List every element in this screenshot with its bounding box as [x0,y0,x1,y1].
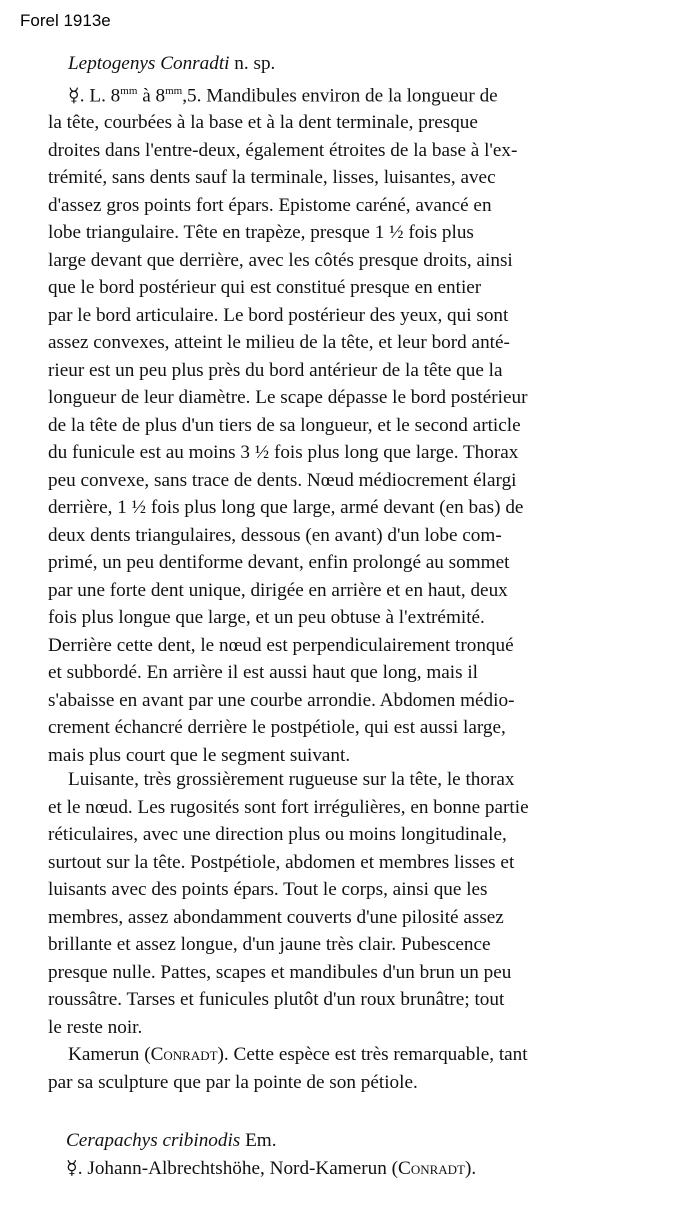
description-line: fois plus longue que large, et un peu obtuse à l'extrémité. [48,607,485,629]
description-line: derrière, 1 ½ fois plus long que large, armé devant (en bas) de [48,497,524,519]
species1-para2-line: roussâtre. Tarses et funicules plutôt d'un roux brunâtre; tout [48,989,505,1010]
description-paragraph-2 [48,766,688,1041]
species1-para2-line: brillante et assez longue, d'un jaune très clair. Pubescence [48,934,491,955]
description-line: mais plus court que le segment suivant. [48,744,351,766]
description-line: droites dans l'entre-deux, également étroites de la base à l'ex- [48,139,518,161]
species-entry-cerapachys [48,1127,688,1182]
description-line: et subbordé. En arrière il est aussi haut que long, mais il [48,662,479,684]
locality-line: ☿. Johann-Albrechtshöhe, Nord-Kamerun (Conradt). [66,1157,477,1179]
species1-para2-line: presque nulle. Pattes, scapes et mandibules d'un brun un peu [48,961,512,983]
species1-para3-line: Kamerun (Conradt). Cette espèce est très remarquable, tant [68,1044,528,1065]
species-name: Leptogenys Conradti [68,53,230,74]
species-entry-leptogenys [48,50,688,769]
species-authority: Em. [240,1130,277,1151]
description-line: du funicule est au moins 3 ½ fois plus long que large. Thorax [48,442,519,464]
species-authority: n. sp. [229,53,276,74]
species1-para2-line: et le nœud. Les rugosités sont fort irrégulières, en bonne partie [48,796,529,818]
description-line: Derrière cette dent, le nœud est perpendiculairement tronqué [48,634,514,656]
species1-para2-line: luisants avec des points épars. Tout le corps, ainsi que les [48,879,488,900]
description-line: longueur de leur diamètre. Le scape dépasse le bord postérieur [48,387,528,409]
description-line: par le bord articulaire. Le bord postérieur des yeux, qui sont [48,304,509,326]
species1-para2-line: réticulaires, avec une direction plus ou moins longitudinale, [48,824,507,845]
description-line: trémité, sans dents sauf la terminale, lisses, luisantes, avec [48,167,496,189]
description-line: deux dents triangulaires, dessous (en avant) d'un lobe com- [48,524,502,546]
species1-para2-line: le reste noir. [48,1016,143,1038]
description-paragraph-1 [48,78,688,770]
species1-para2-line: surtout sur la tête. Postpétiole, abdomen et membres lisses et [48,851,515,873]
description-line: crement échancré derrière le postpétiole, qui est aussi large, [48,717,506,739]
species1-para2-line: Luisante, très grossièrement rugueuse sur la tête, le thorax [68,769,515,790]
description-line: la tête, courbées à la base et à la dent terminale, presque [48,112,478,134]
description-line: primé, un peu dentiforme devant, enfin prolongé au sommet [48,552,510,574]
description-line: d'assez gros points fort épars. Epistome caréné, avancé en [48,194,492,216]
description-line: lobe triangulaire. Tête en trapèze, presque 1 ½ fois plus [48,222,474,244]
species-name: Cerapachys cribinodis [66,1130,241,1151]
species1-para3-line: par sa sculpture que par la pointe de son pétiole. [48,1071,418,1093]
species1-para2-line: membres, assez abondamment couverts d'une pilosité assez [48,906,504,928]
running-header: Forel 1913e [20,11,111,30]
description-line: large devant que derrière, avec les côtés presque droits, ainsi [48,249,513,271]
description-line: assez convexes, atteint le milieu de la tête, et leur bord anté- [48,332,510,354]
species-heading [48,1127,688,1155]
description-line: par une forte dent unique, dirigée en arrière et en haut, deux [48,579,508,601]
description-line: s'abaisse en avant par une courbe arrondie. Abdomen médio- [48,689,515,711]
description-paragraph-3 [48,1041,688,1096]
description-line: que le bord postérieur qui est constitué presque en entier [48,277,482,299]
species-heading [48,50,688,78]
description-line: peu convexe, sans trace de dents. Nœud médiocrement élargi [48,469,517,491]
description-line: rieur est un peu plus près du bord antérieur de la tête que la [48,359,503,381]
description-line: ☿. L. $8^{mm}$ à $8^{mm},5$. Mandibules environ de la longueur de [68,84,498,106]
description-line: de la tête de plus d'un tiers de sa longueur, et le second article [48,414,521,436]
